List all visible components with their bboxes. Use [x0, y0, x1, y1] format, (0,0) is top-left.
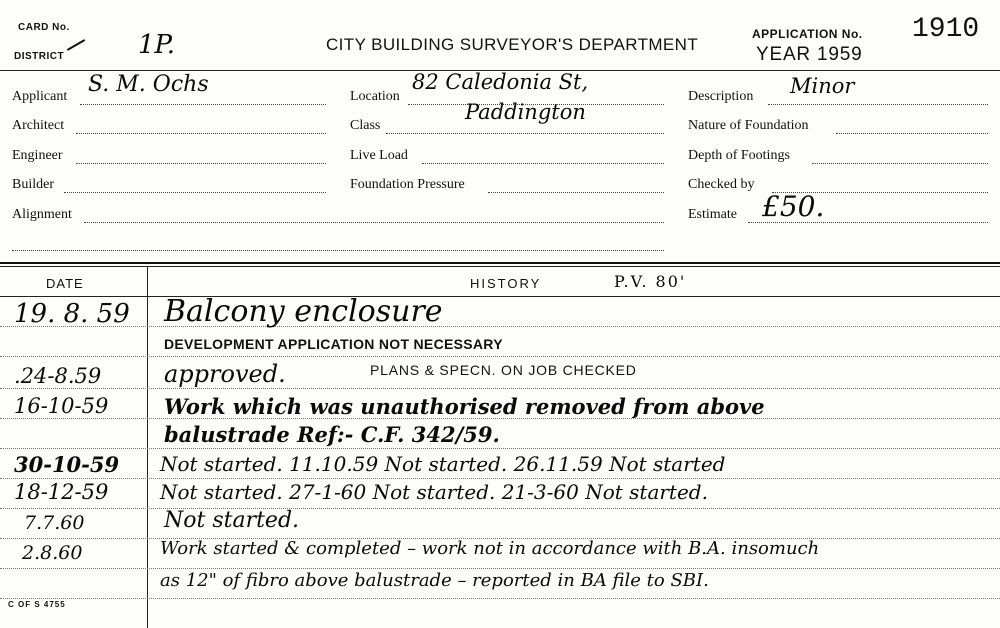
- form-code: C OF S 4755: [8, 600, 66, 609]
- row-line: [0, 448, 1000, 449]
- row-stamp: DEVELOPMENT APPLICATION NOT NECESSARY: [164, 336, 503, 352]
- card-no-label: CARD No.: [18, 22, 70, 33]
- location-label: Location: [350, 89, 400, 104]
- row-text: Work which was unauthorised removed from above: [164, 394, 765, 419]
- row-line: [0, 478, 1000, 479]
- row-date: 18-12-59: [14, 480, 109, 504]
- card-no-slash: [67, 39, 85, 51]
- district-label: DISTRICT: [14, 51, 65, 62]
- history-header-rule: [0, 296, 1000, 297]
- alignment-label: Alignment: [12, 207, 72, 222]
- date-header: DATE: [46, 276, 84, 291]
- row-text: as 12" of fibro above balustrade – reported in BA file to SBI.: [160, 570, 709, 591]
- row-text: Not started.: [164, 508, 300, 533]
- estimate-label: Estimate: [688, 207, 737, 222]
- applicant-value: S. M. Ochs: [88, 72, 209, 97]
- extra-line: [12, 250, 664, 251]
- row-text: Not started. 27-1-60 Not started. 21-3-60 Not started.: [160, 480, 708, 504]
- row-line: [0, 356, 1000, 357]
- alignment-line: [84, 222, 664, 223]
- foundation-pressure-line: [488, 192, 664, 193]
- application-number: 1910: [912, 14, 980, 45]
- row-text: Balcony enclosure: [164, 294, 443, 329]
- live-load-label: Live Load: [350, 148, 408, 163]
- row-date: 19. 8. 59: [14, 299, 130, 329]
- history-note: P.V. 80': [614, 272, 687, 291]
- history-top-rule-2: [0, 266, 1000, 267]
- row-date: 16-10-59: [14, 394, 109, 418]
- department-title: CITY BUILDING SURVEYOR'S DEPARTMENT: [326, 35, 699, 54]
- description-label: Description: [688, 89, 754, 104]
- description-line: [768, 104, 988, 105]
- depth-label: Depth of Footings: [688, 148, 790, 163]
- row-line: [0, 326, 1000, 327]
- architect-label: Architect: [12, 118, 65, 133]
- engineer-line: [76, 163, 326, 164]
- location-value-line2: Paddington: [465, 100, 586, 124]
- description-value: Minor: [790, 74, 855, 98]
- builder-label: Builder: [12, 177, 54, 192]
- application-label: APPLICATION No.: [752, 27, 863, 41]
- architect-line: [76, 133, 326, 134]
- row-date: 2.8.60: [22, 542, 83, 564]
- class-line: [386, 133, 664, 134]
- row-line: [0, 568, 1000, 569]
- foundation-pressure-label: Foundation Pressure: [350, 177, 465, 192]
- row-date: 7.7.60: [24, 512, 85, 534]
- row-date: 30-10-59: [14, 452, 120, 477]
- builder-line: [64, 192, 326, 193]
- row-text: Not started. 11.10.59 Not started. 26.11.59 Not started: [160, 452, 726, 476]
- applicant-line: [80, 104, 326, 105]
- location-value-line1: 82 Caledonia St,: [412, 70, 589, 94]
- engineer-label: Engineer: [12, 148, 63, 163]
- row-date: .24-8.59: [14, 364, 102, 388]
- row-text: balustrade Ref:- C.F. 342/59.: [164, 422, 500, 447]
- row-line: [0, 598, 1000, 599]
- live-load-line: [422, 163, 664, 164]
- history-top-rule: [0, 262, 1000, 264]
- row-text: Work started & completed – work not in accordance with B.A. insomuch: [160, 538, 820, 559]
- estimate-value: £50.: [762, 190, 825, 223]
- checked-by-label: Checked by: [688, 177, 755, 192]
- year-label: YEAR 1959: [756, 44, 863, 65]
- history-header: HISTORY: [470, 276, 542, 291]
- row-line: [0, 508, 1000, 509]
- card-no-value: 1P.: [138, 30, 176, 60]
- depth-line: [812, 163, 988, 164]
- date-column-divider: [147, 266, 148, 628]
- nature-label: Nature of Foundation: [688, 118, 809, 133]
- row-line: [0, 388, 1000, 389]
- row-typed-note: PLANS & SPECN. ON JOB CHECKED: [370, 362, 637, 378]
- row-text: approved.: [164, 360, 286, 388]
- nature-line: [836, 133, 988, 134]
- class-label: Class: [350, 118, 381, 133]
- applicant-label: Applicant: [12, 89, 68, 104]
